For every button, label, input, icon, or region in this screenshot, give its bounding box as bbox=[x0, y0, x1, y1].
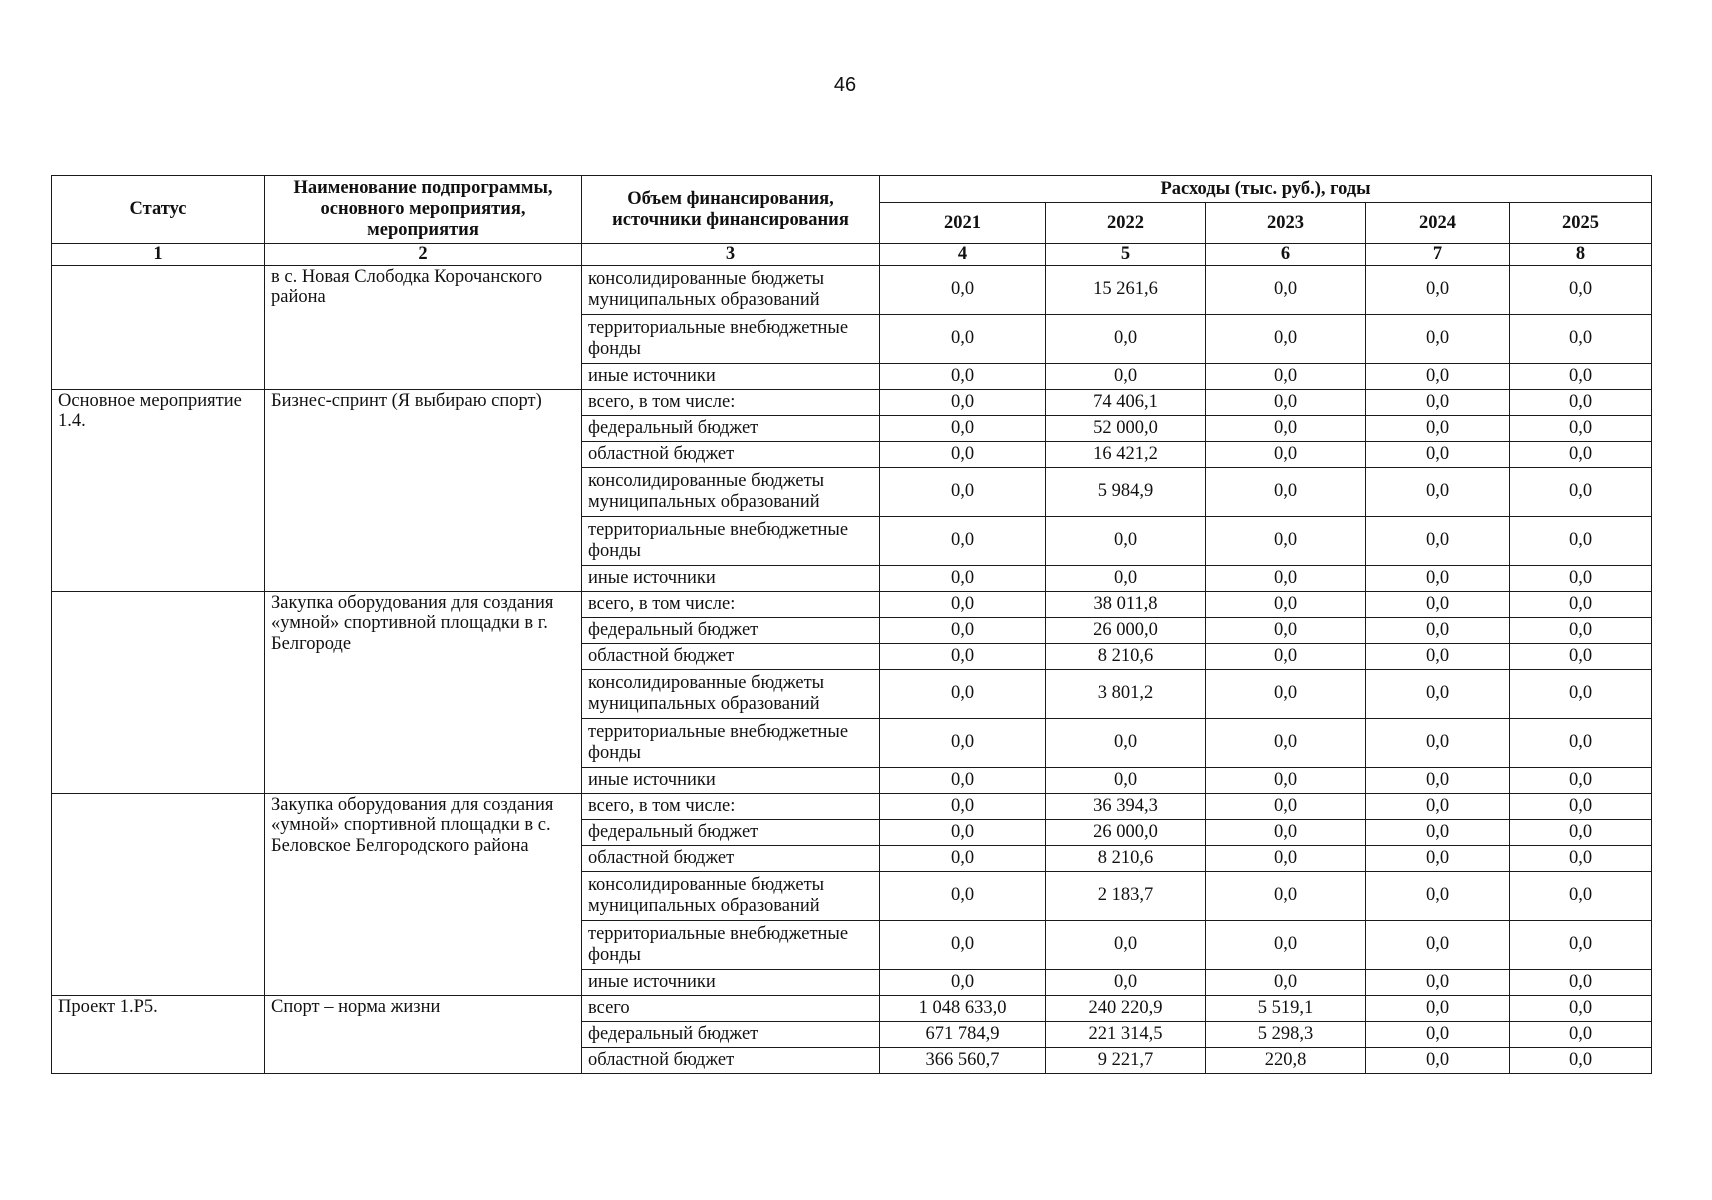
amount-cell: 0,0 bbox=[1046, 363, 1206, 389]
header-status: Статус bbox=[52, 176, 265, 244]
amount-cell: 0,0 bbox=[880, 718, 1046, 767]
amount-cell: 0,0 bbox=[1206, 669, 1366, 718]
amount-cell: 0,0 bbox=[1510, 565, 1652, 591]
amount-cell: 3 801,2 bbox=[1046, 669, 1206, 718]
funding-source-cell: консолидированные бюджеты муниципальных образований bbox=[582, 871, 880, 920]
amount-cell: 0,0 bbox=[880, 845, 1046, 871]
amount-cell: 38 011,8 bbox=[1046, 591, 1206, 617]
amount-cell: 0,0 bbox=[1510, 617, 1652, 643]
funding-source-cell: консолидированные бюджеты муниципальных образований bbox=[582, 467, 880, 516]
amount-cell: 0,0 bbox=[880, 565, 1046, 591]
amount-cell: 0,0 bbox=[880, 767, 1046, 793]
column-numbers-row bbox=[52, 244, 1652, 266]
status-cell bbox=[52, 265, 265, 389]
funding-source-cell: областной бюджет bbox=[582, 441, 880, 467]
amount-cell: 0,0 bbox=[1510, 920, 1652, 969]
amount-cell: 0,0 bbox=[1366, 415, 1510, 441]
amount-cell: 0,0 bbox=[1366, 467, 1510, 516]
amount-cell: 0,0 bbox=[1366, 565, 1510, 591]
column-number: 4 bbox=[880, 244, 1046, 266]
amount-cell: 36 394,3 bbox=[1046, 793, 1206, 819]
status-cell bbox=[52, 793, 265, 995]
column-number: 6 bbox=[1206, 244, 1366, 266]
amount-cell: 5 519,1 bbox=[1206, 995, 1366, 1021]
amount-cell: 0,0 bbox=[1510, 643, 1652, 669]
amount-cell: 9 221,7 bbox=[1046, 1047, 1206, 1073]
funding-source-cell: федеральный бюджет bbox=[582, 617, 880, 643]
amount-cell: 0,0 bbox=[1510, 516, 1652, 565]
header-funding: Объем финансирования, источники финансирования bbox=[582, 176, 880, 244]
amount-cell: 0,0 bbox=[1510, 591, 1652, 617]
amount-cell: 0,0 bbox=[1366, 1021, 1510, 1047]
amount-cell: 15 261,6 bbox=[1046, 265, 1206, 314]
amount-cell: 0,0 bbox=[1206, 767, 1366, 793]
status-cell: Основное мероприятие 1.4. bbox=[52, 389, 265, 591]
amount-cell: 0,0 bbox=[880, 793, 1046, 819]
amount-cell: 0,0 bbox=[1510, 389, 1652, 415]
amount-cell: 0,0 bbox=[1046, 516, 1206, 565]
amount-cell: 0,0 bbox=[1046, 718, 1206, 767]
funding-source-cell: территориальные внебюджетные фонды bbox=[582, 718, 880, 767]
amount-cell: 0,0 bbox=[1510, 969, 1652, 995]
funding-source-cell: областной бюджет bbox=[582, 1047, 880, 1073]
funding-source-cell: территориальные внебюджетные фонды bbox=[582, 516, 880, 565]
amount-cell: 0,0 bbox=[1046, 969, 1206, 995]
funding-source-cell: консолидированные бюджеты муниципальных образований bbox=[582, 669, 880, 718]
amount-cell: 0,0 bbox=[1510, 1021, 1652, 1047]
status-cell: Проект 1.Р5. bbox=[52, 995, 265, 1073]
funding-source-cell: всего, в том числе: bbox=[582, 793, 880, 819]
amount-cell: 0,0 bbox=[1366, 819, 1510, 845]
amount-cell: 0,0 bbox=[1366, 920, 1510, 969]
amount-cell: 0,0 bbox=[880, 643, 1046, 669]
amount-cell: 0,0 bbox=[1206, 819, 1366, 845]
amount-cell: 5 984,9 bbox=[1046, 467, 1206, 516]
activity-name-cell: Спорт – норма жизни bbox=[265, 995, 582, 1073]
amount-cell: 0,0 bbox=[1366, 969, 1510, 995]
funding-source-cell: иные источники bbox=[582, 969, 880, 995]
page-number: 46 bbox=[833, 74, 857, 96]
table-row bbox=[52, 995, 1652, 1021]
activity-name-cell: в с. Новая Слободка Корочанского района bbox=[265, 265, 582, 389]
amount-cell: 0,0 bbox=[1510, 793, 1652, 819]
amount-cell: 0,0 bbox=[880, 363, 1046, 389]
table-row bbox=[52, 793, 1652, 819]
amount-cell: 0,0 bbox=[1510, 995, 1652, 1021]
amount-cell: 0,0 bbox=[880, 969, 1046, 995]
amount-cell: 220,8 bbox=[1206, 1047, 1366, 1073]
amount-cell: 671 784,9 bbox=[880, 1021, 1046, 1047]
amount-cell: 0,0 bbox=[1206, 845, 1366, 871]
amount-cell: 0,0 bbox=[1206, 565, 1366, 591]
amount-cell: 0,0 bbox=[880, 591, 1046, 617]
budget-table bbox=[51, 175, 1652, 1074]
amount-cell: 0,0 bbox=[1510, 845, 1652, 871]
funding-source-cell: всего, в том числе: bbox=[582, 591, 880, 617]
column-number: 3 bbox=[582, 244, 880, 266]
column-number: 5 bbox=[1046, 244, 1206, 266]
header-year: 2023 bbox=[1206, 203, 1366, 244]
amount-cell: 8 210,6 bbox=[1046, 643, 1206, 669]
amount-cell: 0,0 bbox=[1510, 718, 1652, 767]
amount-cell: 5 298,3 bbox=[1206, 1021, 1366, 1047]
amount-cell: 0,0 bbox=[1366, 441, 1510, 467]
amount-cell: 0,0 bbox=[880, 617, 1046, 643]
amount-cell: 0,0 bbox=[1366, 669, 1510, 718]
funding-source-cell: консолидированные бюджеты муниципальных образований bbox=[582, 265, 880, 314]
table-header bbox=[52, 176, 1652, 266]
amount-cell: 0,0 bbox=[1366, 718, 1510, 767]
amount-cell: 0,0 bbox=[1366, 265, 1510, 314]
amount-cell: 0,0 bbox=[1366, 643, 1510, 669]
amount-cell: 0,0 bbox=[1510, 1047, 1652, 1073]
amount-cell: 0,0 bbox=[1206, 516, 1366, 565]
funding-source-cell: территориальные внебюджетные фонды bbox=[582, 920, 880, 969]
amount-cell: 0,0 bbox=[1206, 467, 1366, 516]
amount-cell: 0,0 bbox=[1206, 314, 1366, 363]
header-year: 2022 bbox=[1046, 203, 1206, 244]
amount-cell: 0,0 bbox=[1206, 441, 1366, 467]
amount-cell: 0,0 bbox=[1510, 363, 1652, 389]
amount-cell: 0,0 bbox=[1510, 767, 1652, 793]
amount-cell: 0,0 bbox=[1366, 363, 1510, 389]
activity-name-cell: Закупка оборудования для создания «умной» спортивной площадки в с. Беловское Белгородского района bbox=[265, 793, 582, 995]
column-number: 1 bbox=[52, 244, 265, 266]
amount-cell: 240 220,9 bbox=[1046, 995, 1206, 1021]
funding-source-cell: федеральный бюджет bbox=[582, 1021, 880, 1047]
amount-cell: 0,0 bbox=[880, 516, 1046, 565]
amount-cell: 0,0 bbox=[880, 467, 1046, 516]
amount-cell: 0,0 bbox=[880, 389, 1046, 415]
amount-cell: 1 048 633,0 bbox=[880, 995, 1046, 1021]
amount-cell: 0,0 bbox=[1510, 441, 1652, 467]
amount-cell: 0,0 bbox=[1046, 767, 1206, 793]
amount-cell: 0,0 bbox=[1510, 467, 1652, 516]
funding-source-cell: территориальные внебюджетные фонды bbox=[582, 314, 880, 363]
amount-cell: 0,0 bbox=[880, 415, 1046, 441]
amount-cell: 0,0 bbox=[1206, 969, 1366, 995]
column-number: 8 bbox=[1510, 244, 1652, 266]
table-row bbox=[52, 265, 1652, 314]
funding-source-cell: федеральный бюджет bbox=[582, 415, 880, 441]
amount-cell: 74 406,1 bbox=[1046, 389, 1206, 415]
amount-cell: 0,0 bbox=[880, 314, 1046, 363]
amount-cell: 0,0 bbox=[1510, 314, 1652, 363]
amount-cell: 0,0 bbox=[880, 265, 1046, 314]
amount-cell: 0,0 bbox=[1510, 415, 1652, 441]
amount-cell: 8 210,6 bbox=[1046, 845, 1206, 871]
activity-name-cell: Закупка оборудования для создания «умной» спортивной площадки в г. Белгороде bbox=[265, 591, 582, 793]
amount-cell: 0,0 bbox=[1046, 920, 1206, 969]
amount-cell: 0,0 bbox=[1046, 565, 1206, 591]
table-body bbox=[52, 265, 1652, 1073]
amount-cell: 0,0 bbox=[1206, 591, 1366, 617]
funding-source-cell: иные источники bbox=[582, 363, 880, 389]
amount-cell: 0,0 bbox=[1366, 845, 1510, 871]
amount-cell: 0,0 bbox=[1366, 389, 1510, 415]
amount-cell: 0,0 bbox=[1366, 871, 1510, 920]
status-cell bbox=[52, 591, 265, 793]
amount-cell: 0,0 bbox=[1206, 643, 1366, 669]
amount-cell: 0,0 bbox=[1206, 617, 1366, 643]
amount-cell: 2 183,7 bbox=[1046, 871, 1206, 920]
amount-cell: 0,0 bbox=[1510, 819, 1652, 845]
amount-cell: 0,0 bbox=[1366, 617, 1510, 643]
amount-cell: 0,0 bbox=[1366, 767, 1510, 793]
amount-cell: 0,0 bbox=[1366, 995, 1510, 1021]
amount-cell: 0,0 bbox=[1366, 591, 1510, 617]
amount-cell: 52 000,0 bbox=[1046, 415, 1206, 441]
funding-source-cell: всего, в том числе: bbox=[582, 389, 880, 415]
funding-source-cell: областной бюджет bbox=[582, 845, 880, 871]
header-year: 2021 bbox=[880, 203, 1046, 244]
column-number: 2 bbox=[265, 244, 582, 266]
amount-cell: 0,0 bbox=[1206, 389, 1366, 415]
table-row bbox=[52, 389, 1652, 415]
amount-cell: 16 421,2 bbox=[1046, 441, 1206, 467]
amount-cell: 26 000,0 bbox=[1046, 617, 1206, 643]
header-name: Наименование подпрограммы, основного мероприятия, мероприятия bbox=[265, 176, 582, 244]
amount-cell: 0,0 bbox=[1366, 314, 1510, 363]
header-year: 2024 bbox=[1366, 203, 1510, 244]
amount-cell: 0,0 bbox=[880, 920, 1046, 969]
amount-cell: 0,0 bbox=[1510, 871, 1652, 920]
activity-name-cell: Бизнес-спринт (Я выбираю спорт) bbox=[265, 389, 582, 591]
amount-cell: 366 560,7 bbox=[880, 1047, 1046, 1073]
amount-cell: 0,0 bbox=[880, 819, 1046, 845]
amount-cell: 0,0 bbox=[1046, 314, 1206, 363]
header-year: 2025 bbox=[1510, 203, 1652, 244]
amount-cell: 0,0 bbox=[1366, 1047, 1510, 1073]
amount-cell: 0,0 bbox=[1206, 871, 1366, 920]
amount-cell: 0,0 bbox=[880, 441, 1046, 467]
header-expenses: Расходы (тыс. руб.), годы bbox=[880, 176, 1652, 203]
amount-cell: 0,0 bbox=[1206, 415, 1366, 441]
funding-source-cell: иные источники bbox=[582, 565, 880, 591]
amount-cell: 221 314,5 bbox=[1046, 1021, 1206, 1047]
table-row bbox=[52, 591, 1652, 617]
amount-cell: 26 000,0 bbox=[1046, 819, 1206, 845]
column-number: 7 bbox=[1366, 244, 1510, 266]
amount-cell: 0,0 bbox=[1206, 793, 1366, 819]
amount-cell: 0,0 bbox=[1206, 363, 1366, 389]
funding-source-cell: областной бюджет bbox=[582, 643, 880, 669]
amount-cell: 0,0 bbox=[1206, 718, 1366, 767]
amount-cell: 0,0 bbox=[1510, 265, 1652, 314]
funding-source-cell: всего bbox=[582, 995, 880, 1021]
amount-cell: 0,0 bbox=[1206, 265, 1366, 314]
amount-cell: 0,0 bbox=[880, 669, 1046, 718]
amount-cell: 0,0 bbox=[880, 871, 1046, 920]
amount-cell: 0,0 bbox=[1366, 516, 1510, 565]
amount-cell: 0,0 bbox=[1366, 793, 1510, 819]
funding-source-cell: федеральный бюджет bbox=[582, 819, 880, 845]
amount-cell: 0,0 bbox=[1510, 669, 1652, 718]
amount-cell: 0,0 bbox=[1206, 920, 1366, 969]
funding-source-cell: иные источники bbox=[582, 767, 880, 793]
